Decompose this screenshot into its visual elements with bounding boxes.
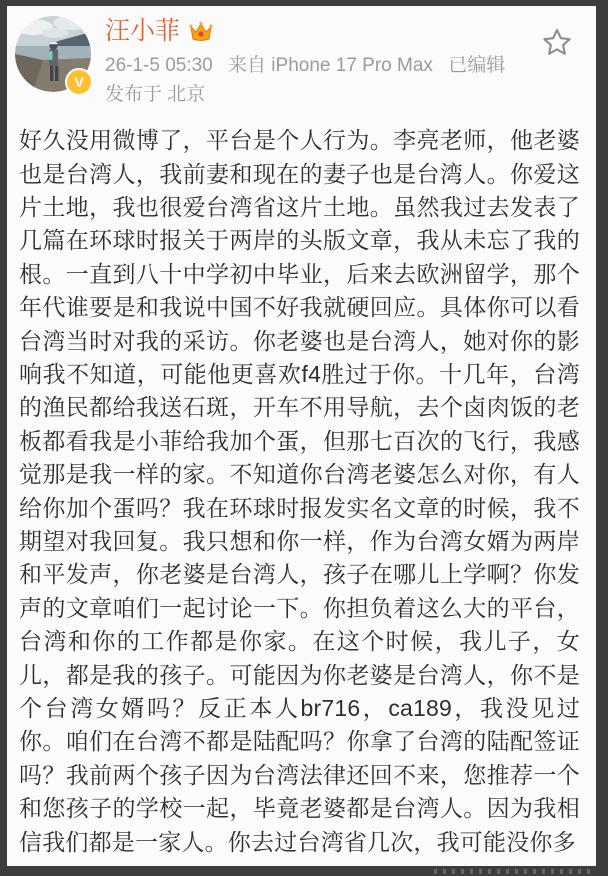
edited-label: 已编辑 (448, 54, 506, 76)
weibo-post-card (7, 6, 596, 866)
post-timestamp: 26-1-5 05:30 (105, 54, 213, 76)
favorite-star-icon[interactable] (540, 26, 574, 60)
post-meta (105, 55, 582, 78)
post-body-text: 好久没用微博了，平台是个人行为。李亮老师，他老婆也是台湾人，我前妻和现在的妻子也是台湾人。你爱这片土地，我也很爱台湾省这片土地。虽然我过去发表了几篇在环球时报关于两岸的头版文章，我从未忘了我的根。一直到八十中学初中毕业，后来去欧洲留学，那个年代谁要是和我说中国不好我就硬回应。具体你可以看台湾当时对我的采访。你老婆也是台湾人，她对你的影响我不知道，可能他更喜欢f4胜过于你。十几年，台湾的渔民都给我送石斑，开车不用导航，去个卤肉饭的老板都看我是小菲给我加个蛋，但那七百次的飞行，我感觉那是我一样的家。不知道你台湾老婆怎么对你，有人给你加个蛋吗？我在环球时报发实名文章的时候，我不期望对我回复。我只想和你一样，作为台湾女婿为两岸和平发声，你老婆是台湾人，孩子在哪儿上学啊？你发声的文章咱们一起讨论一下。你担负着这么大的平台，台湾和你的工作都是你家。在这个时候，我儿子，女儿，都是我的孩子。可能因为你老婆是台湾人，你不是个台湾女婿吗？反正本人br716，ca189，我没见过你。咱们在台湾不都是陆配吗？你拿了台湾的陆配签证吗？我前两个孩子因为台湾法律还回不来，您推荐一个和您孩子的学校一起，毕竟老婆都是台湾人。因为我相信我们都是一家人。你去过台湾省几次，我可能没你多 (19, 127, 580, 855)
post-source[interactable]: 来自 iPhone 17 Pro Max (228, 54, 433, 76)
verified-v-badge-icon: V (65, 68, 93, 96)
author-name[interactable]: 汪小菲 (105, 17, 181, 45)
watermark-remnant (434, 869, 594, 874)
avatar[interactable] (15, 16, 91, 92)
membership-crown-icon (188, 20, 214, 44)
post-header (15, 14, 582, 107)
header-info (105, 14, 582, 107)
post-location: 发布于 北京 (105, 84, 206, 106)
